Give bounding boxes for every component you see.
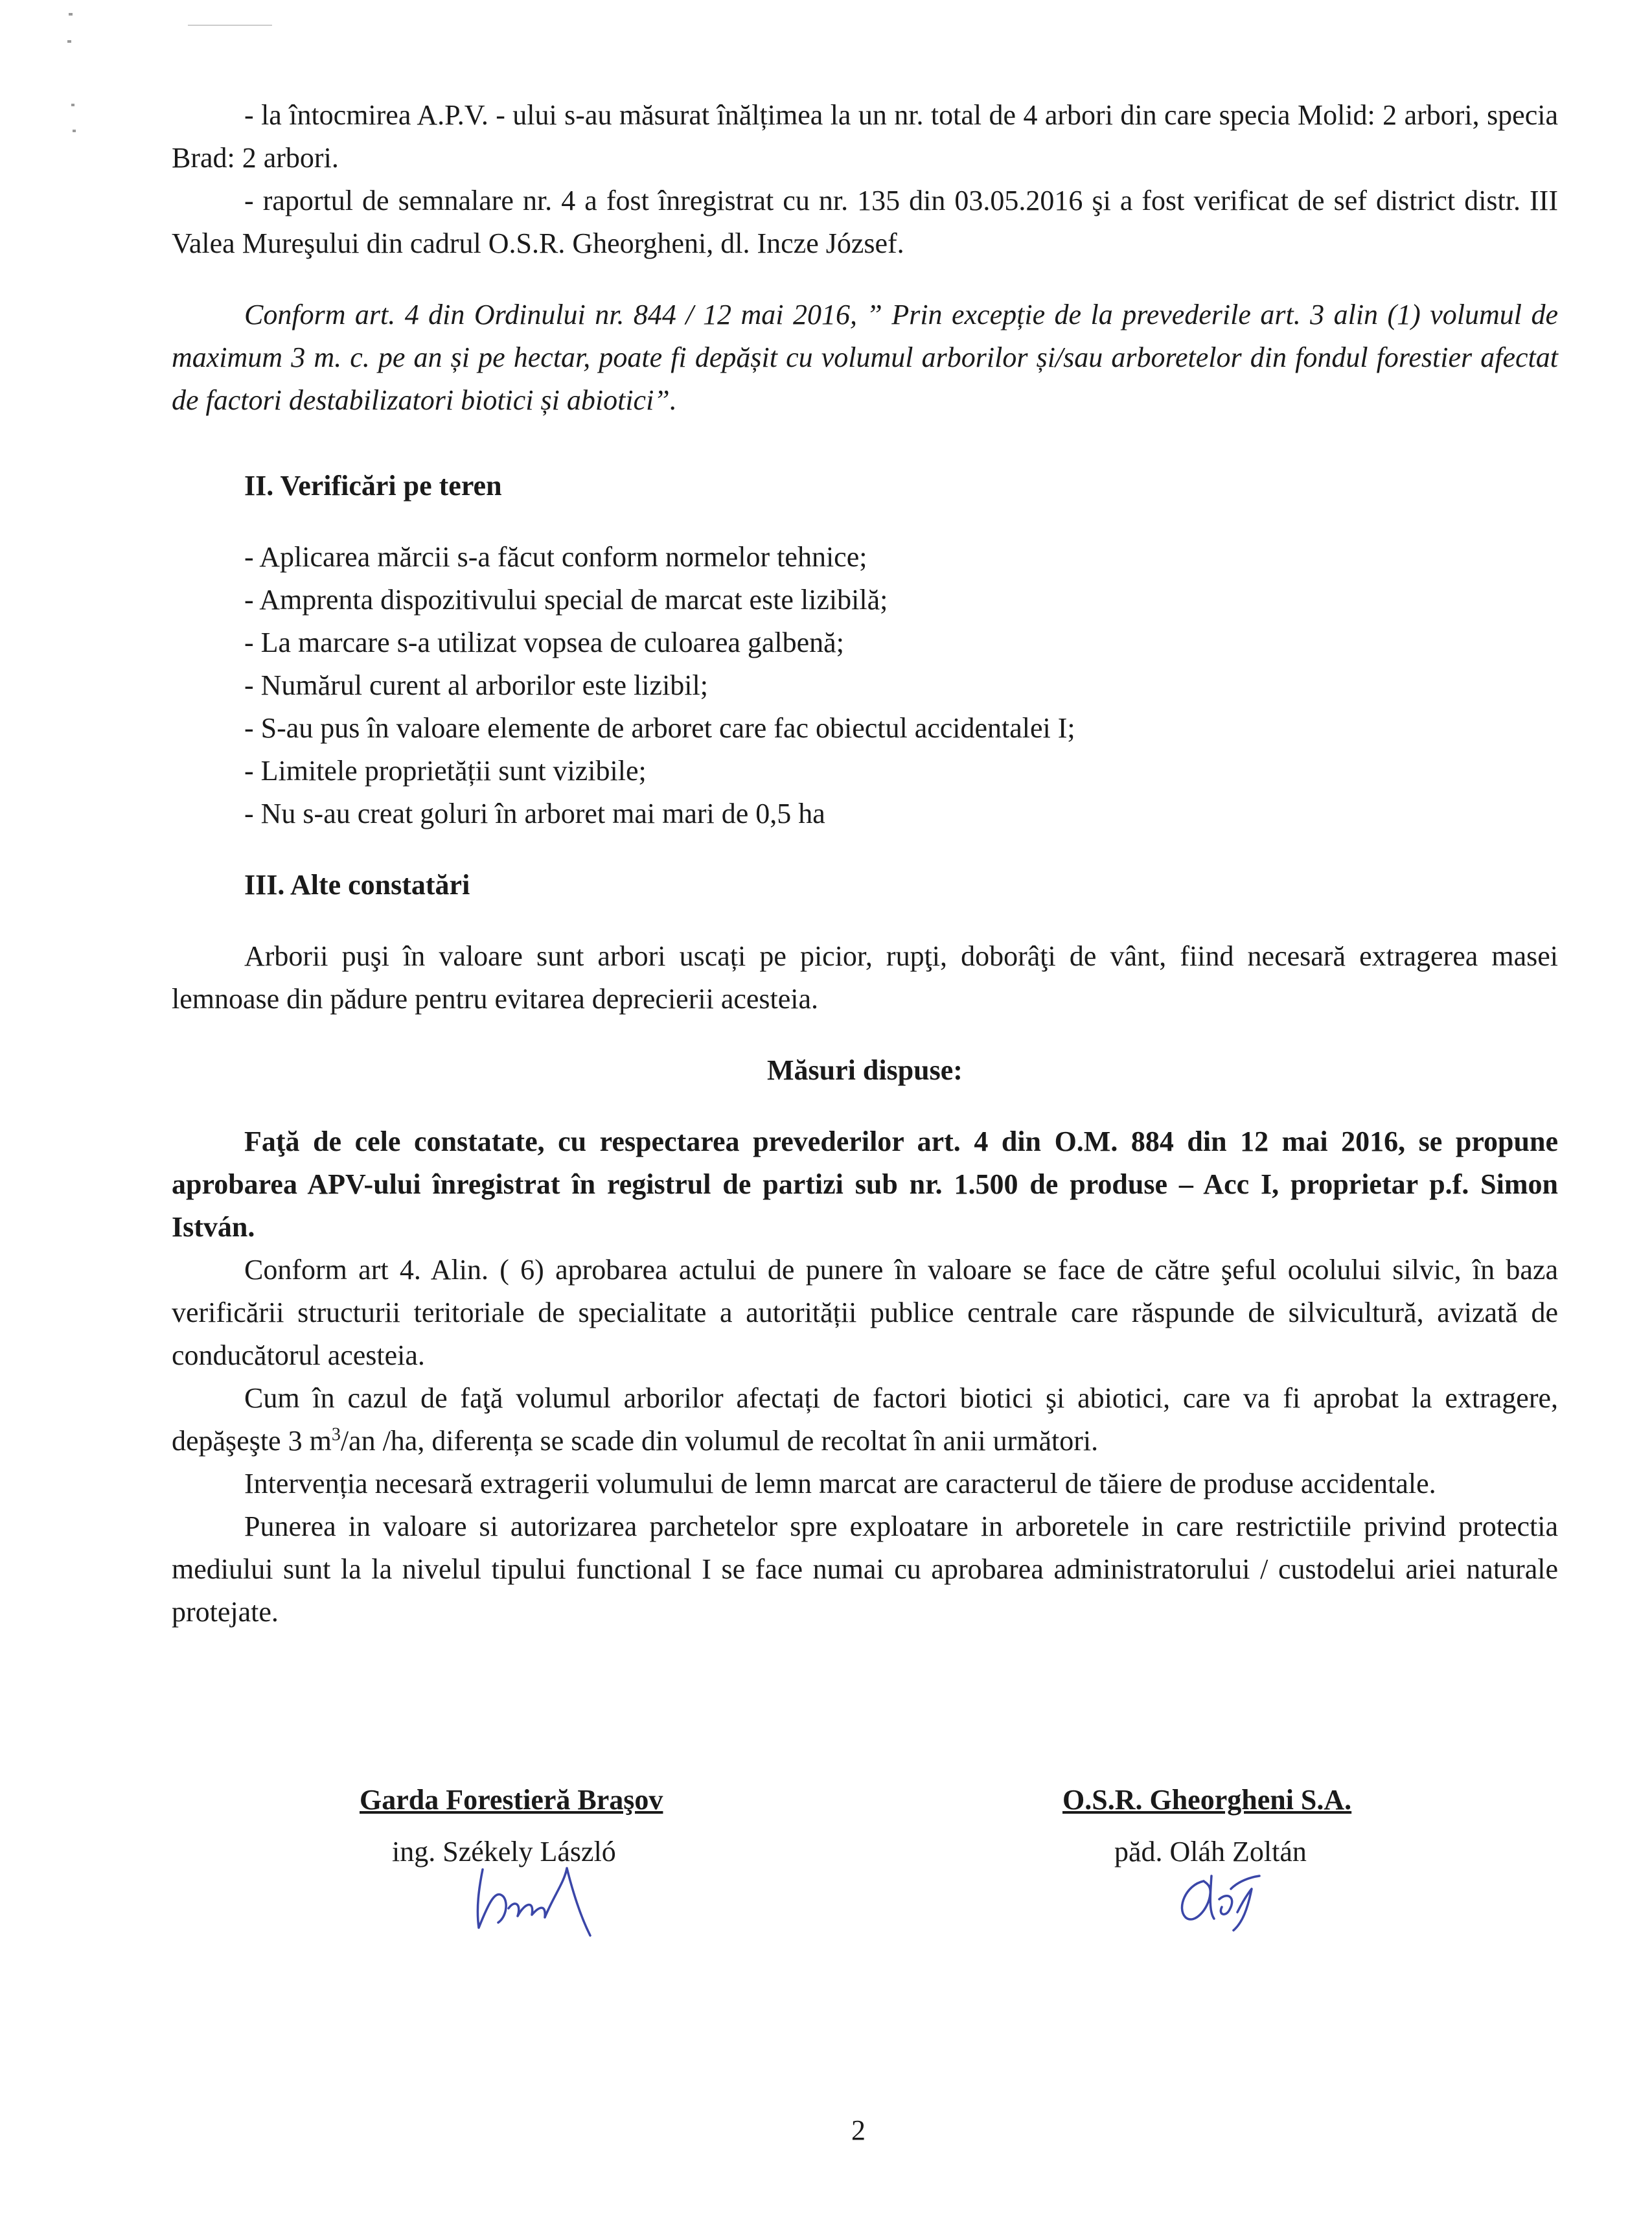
intro-line-2: - raportul de semnalare nr. 4 a fost înregistrat cu nr. 135 din 03.05.2016 şi a fost verificat de sef district distr. III Valea Mureşului din cadrul O.S.R. Gheorgheni, dl. Incze József. xyxy=(172,185,1558,259)
field-checks-list xyxy=(172,536,1558,835)
measures-paragraph-2-end: /an /ha, diferența se scade din volumul de recoltat în anii următori. xyxy=(340,1425,1099,1457)
measures-paragraph-3: Intervenția necesară extragerii volumului de lemn marcat are caracterul de tăiere de produse accidentale. xyxy=(244,1468,1436,1499)
intro-line-1: - la întocmirea A.P.V. - ului s-au măsurat înălțimea la un nr. total de 4 arbori din care specia Molid: 2 arbori, specia Brad: 2 arbori. xyxy=(172,99,1558,174)
list-item: - Numărul curent al arborilor este lizibil; xyxy=(244,669,708,701)
list-item: - S-au pus în valoare elemente de arboret care fac obiectul accidentalei I; xyxy=(244,712,1075,744)
scan-mark xyxy=(69,13,73,16)
list-item: - Aplicarea mărcii s-a făcut conform normelor tehnice; xyxy=(244,541,867,573)
signature-block-left xyxy=(360,1779,722,1873)
handwritten-signature-right xyxy=(1166,1863,1263,1934)
list-item: - Nu s-au creat goluri în arboret mai mari de 0,5 ha xyxy=(244,798,825,829)
measures-paragraph-1: Conform art 4. Alin. ( 6) aprobarea actului de punere în valoare se face de către şeful ocolului silvic, în baza verificării structurii teritoriale de specialitate a autorității publice centrale care răspunde de silvicultură, avizată de conducătorul acesteia. xyxy=(172,1254,1558,1371)
measures-paragraph-4: Punerea in valoare si autorizarea parchetelor spre exploatare in arboretele in care restrictiile privind protectia mediului sunt la la nivelul tipului functional I se face numai cu aprobarea administratorului / custodelui ariei naturale protejate. xyxy=(172,1510,1558,1628)
page-number: 2 xyxy=(851,2114,866,2146)
section-3-text: Arborii puşi în valoare sunt arbori uscați pe picior, rupţi, doborâţi de vânt, fiind necesară extragerea masei lemnoase din pădure pentru evitarea deprecierii acesteia. xyxy=(172,940,1558,1015)
scan-mark xyxy=(188,25,272,26)
measures-proposal: Faţă de cele constatate, cu respectarea prevederilor art. 4 din O.M. 884 din 12 mai 2016, se propune aprobarea APV-ului înregistrat în registrul de partizi sub nr. 1.500 de produse – Acc I, proprietar p.f. Simon István. xyxy=(172,1126,1558,1243)
document-body xyxy=(172,94,1558,1634)
list-item: - La marcare s-a utilizat vopsea de culoarea galbenă; xyxy=(244,627,844,658)
measures-paragraph-2 xyxy=(172,1377,1558,1462)
signatory-name-left: ing. Székely László xyxy=(392,1836,616,1867)
handwritten-signature-left xyxy=(470,1863,593,1941)
scan-mark xyxy=(67,40,71,43)
cubic-superscript: 3 xyxy=(331,1424,341,1445)
scan-mark xyxy=(71,104,75,106)
signature-block-right xyxy=(1062,1779,1399,1873)
list-item: - Limitele proprietății sunt vizibile; xyxy=(244,755,647,787)
scan-mark xyxy=(73,130,76,132)
measures-paragraph-2-start: Cum în cazul de faţă volumul arborilor afectați de factori biotici şi abiotici, care va fi aprobat la extragere, depăşeşte 3 m xyxy=(172,1382,1558,1457)
section-3-title: III. Alte constatări xyxy=(244,869,470,901)
signatory-org-left: Garda Forestieră Braşov xyxy=(360,1784,663,1816)
legal-citation: Conform art. 4 din Ordinului nr. 844 / 12 mai 2016, ” Prin excepție de la prevederile art. 3 alin (1) volumul de maximum 3 m. c. pe an și pe hectar, poate fi depășit cu volumul arborilor și/sau arboretelor din fondul forestier afectat de factori destabilizatori biotici și abiotici”. xyxy=(172,299,1558,416)
signatory-org-right: O.S.R. Gheorgheni S.A. xyxy=(1062,1784,1352,1816)
list-item: - Amprenta dispozitivului special de marcat este lizibilă; xyxy=(244,584,888,616)
measures-title: Măsuri dispuse: xyxy=(767,1054,963,1086)
section-2-title: II. Verificări pe teren xyxy=(244,470,502,502)
signatory-name-right: păd. Oláh Zoltán xyxy=(1114,1836,1307,1867)
